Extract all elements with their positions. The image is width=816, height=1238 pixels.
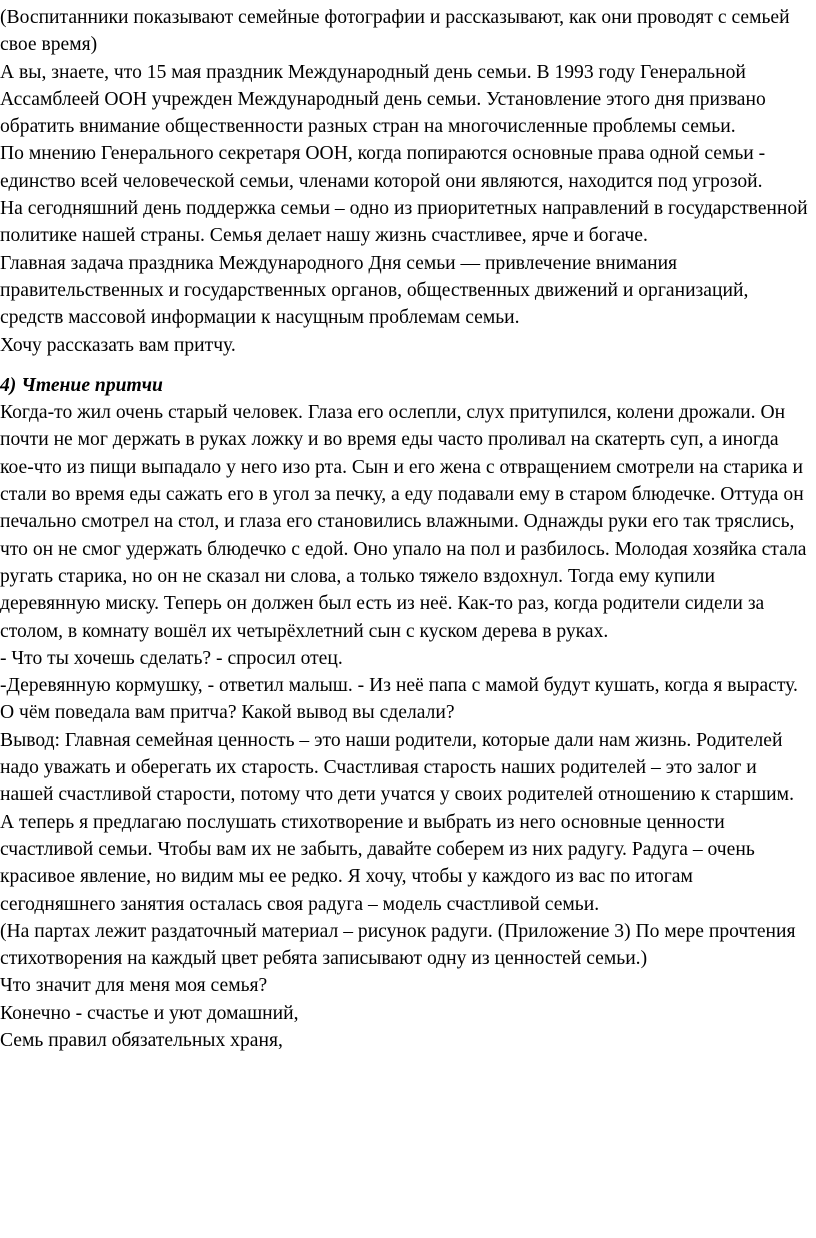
poem-line: Семь правил обязательных храня, <box>0 1029 283 1051</box>
un-secretary-paragraph: По мнению Генерального секретаря ООН, когда попираются основные права одной семьи - единство всей человеческой семьи, членами которой они являются, находится под угрозой. <box>0 143 766 192</box>
parable-intro-paragraph: Хочу рассказать вам притчу. <box>0 334 236 356</box>
discussion-question-line: О чём поведала вам притча? Какой вывод вы сделали? <box>0 702 455 724</box>
section-heading: 4) Чтение притчи <box>0 374 163 396</box>
parable-text-paragraph: Когда-то жил очень старый человек. Глаза его ослепли, слух притупился, колени дрожали. Он почти не мог держать в руках ложку и во время еды часто проливал на скатерть суп, а иногда кое-что из пищи выпадало у него изо рта. Сын и его жена с отвращением смотрели на старика и стали во время еды сажать его в угол за печку, а еду подавали ему в старом блюдечке. Оттуда он печально смотрел на стол, и глаза его становились влажными. Однажды руки его так тряслись, что он не смог удержать блюдечко с едой. Оно упало на пол и разбилось. Молодая хозяйка стала ругать старика, но он не сказал ни слова, а только тяжело вздохнул. Тогда ему купили деревянную миску. Теперь он должен был есть из неё. Как-то раз, когда родители сидели за столом, в комнату вошёл их четырёхлетний сын с куском дерева в руках. <box>0 402 807 642</box>
conclusion-paragraph: Вывод: Главная семейная ценность – это наши родители, которые дали нам жизнь. Родителей надо уважать и оберегать их старость. Счастливая старость наших родителей – это залог и нашей счастливой старости, потому что дети учатся у своих родителей отношению к старшим. <box>0 729 794 806</box>
family-day-paragraph: А вы, знаете, что 15 мая праздник Международный день семьи. В 1993 году Генеральной Ассамблеей ООН учрежден Международный день семьи. Установление этого дня призвано обратить внимание общественности разных стран на многочисленные проблемы семьи. <box>0 61 766 138</box>
holiday-goal-paragraph: Главная задача праздника Международного Дня семьи — привлечение внимания правительственных и государственных органов, общественных движений и организаций, средств массовой информации к насущным проблемам семьи. <box>0 252 749 329</box>
child-answer-line: -Деревянную кормушку, - ответил малыш. - Из неё папа с мамой будут кушать, когда я вырасту. <box>0 675 798 697</box>
handout-note-paragraph: (На партах лежит раздаточный материал – рисунок радуги. (Приложение 3) По мере прочтения стихотворения на каждый цвет ребята записывают одну из ценностей семьи.) <box>0 920 796 970</box>
father-question-line: - Что ты хочешь сделать? - спросил отец. <box>0 647 343 669</box>
rainbow-task-paragraph: А теперь я предлагаю послушать стихотворение и выбрать из него основные ценности счастливой семьи. Чтобы вам их не забыть, давайте соберем из них радугу. Радуга – очень красивое явление, но видим мы ее редко. Я хочу, чтобы у каждого из вас по итогам сегодняшнего занятия осталась своя радуга – модель счастливой семьи. <box>0 811 755 915</box>
poem-line: Что значит для меня моя семья? <box>0 975 268 997</box>
state-policy-paragraph: На сегодняшний день поддержка семьи – одно из приоритетных направлений в государственной политике нашей страны. Семья делает нашу жизнь счастливее, ярче и богаче. <box>0 198 808 247</box>
intro-stage-direction: (Воспитанники показывают семейные фотографии и рассказывают, как они проводят с семьей свое время) <box>0 7 790 56</box>
poem-line: Конечно - счастье и уют домашний, <box>0 1002 299 1024</box>
